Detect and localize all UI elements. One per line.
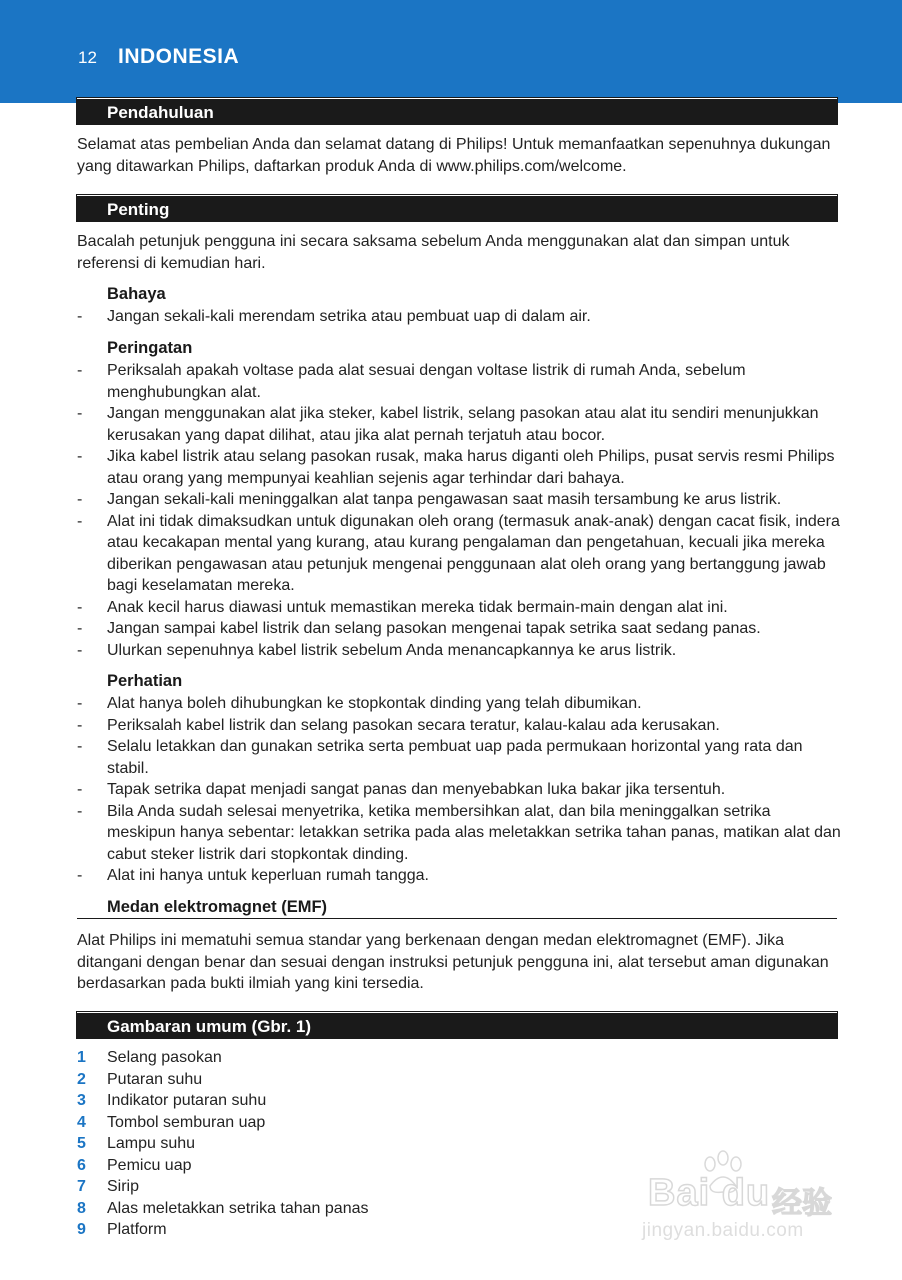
list-item [77, 511, 843, 597]
list-peringatan [77, 360, 843, 661]
list-bullet: - [77, 448, 83, 465]
parts-list [77, 1047, 368, 1241]
list-bullet: - [77, 598, 83, 616]
list-bullet: - [77, 716, 83, 734]
list-item-text: Alat ini tidak dimaksudkan untuk digunakan oleh orang (termasuk anak-anak) dengan cacat fisik, indera atau kecakapan mental yang kurang, atau kurang pengalaman dan pengetahuan, kecuali jika mereka diberikan pengawasan atau petunjuk mengenai penggunaan alat oleh orang yang bertanggung jawab bagi keselamatan mereka. [107, 512, 840, 594]
item-number: 5 [77, 1135, 86, 1152]
watermark-url: jingyan.baidu.com [642, 1220, 804, 1241]
item-number: 4 [77, 1113, 86, 1131]
subheading-emf: Medan elektromagnet (EMF) [107, 898, 328, 916]
list-item [77, 597, 843, 619]
language-title: INDONESIA [118, 45, 240, 68]
list-bullet: - [77, 641, 83, 659]
list-item [77, 489, 843, 511]
item-number: 3 [77, 1092, 86, 1109]
emf-text: Alat Philips ini mematuhi semua standar yang berkenaan dengan medan elektromagnet (EMF). Jika ditangani dengan benar dan sesuai dengan instruksi petunjuk pengguna ini, alat tersebut aman digunakan berdasarkan pada bukti ilmiah yang kini tersedia. [77, 932, 829, 992]
list-item [77, 1133, 368, 1155]
list-item-text: Alat ini hanya untuk keperluan rumah tangga. [107, 867, 429, 884]
list-item-text: Jangan sekali-kali meninggalkan alat tanpa pengawasan saat masih tersambung ke arus listrik. [107, 491, 782, 508]
emf-divider [77, 918, 837, 919]
list-item-text: Periksalah kabel listrik dan selang pasokan secara teratur, kalau-kalau ada kerusakan. [107, 716, 720, 734]
list-item-text: Ulurkan sepenuhnya kabel listrik sebelum Anda menancapkannya ke arus listrik. [107, 641, 677, 659]
list-item [77, 779, 843, 801]
list-bullet: - [77, 695, 83, 712]
list-item-text: Jangan sampai kabel listrik dan selang pasokan mengenai tapak setrika saat sedang panas. [107, 620, 761, 637]
page-number: 12 [78, 48, 97, 67]
list-item [77, 618, 843, 640]
list-bullet: - [77, 405, 83, 422]
list-item [77, 1219, 368, 1241]
item-label: Indikator putaran suhu [107, 1092, 267, 1109]
item-label: Lampu suhu [107, 1135, 196, 1152]
penting-text: Bacalah petunjuk pengguna ini secara saksama sebelum Anda menggunakan alat dan simpan untuk referensi di kemudian hari. [77, 233, 790, 272]
list-item [77, 865, 843, 887]
section-bar-gambaran-umum: Gambaran umum (Gbr. 1) [77, 1012, 837, 1038]
list-bullet: - [77, 491, 83, 508]
list-item-text: Jika kabel listrik atau selang pasokan rusak, maka harus diganti oleh Philips, pusat servis resmi Philips atau orang yang mempunyai keahlian sejenis agar terhindar dari bahaya. [107, 448, 835, 487]
list-item [77, 736, 843, 779]
list-bullet: - [77, 362, 83, 379]
list-item [77, 715, 843, 737]
list-item [77, 306, 843, 328]
list-item [77, 801, 843, 866]
list-item-text: Selalu letakkan dan gunakan setrika serta pembuat uap pada permukaan horizontal yang rata dan stabil. [107, 738, 803, 777]
item-label: Pemicu uap [107, 1156, 192, 1174]
list-item-text: Anak kecil harus diawasi untuk memastikan mereka tidak bermain-main dengan alat ini. [107, 598, 728, 616]
section-bar-penting: Penting [77, 195, 837, 221]
item-number: 7 [77, 1178, 86, 1195]
item-label: Alas meletakkan setrika tahan panas [107, 1199, 369, 1217]
watermark-cn: 经验 [772, 1187, 832, 1220]
list-item-text: Jangan sekali-kali merendam setrika atau pembuat uap di dalam air. [107, 308, 591, 325]
emf-paragraph [77, 930, 837, 995]
item-label: Platform [107, 1221, 167, 1238]
subheading-peringatan: Peringatan [107, 339, 193, 357]
section-bar-pendahuluan: Pendahuluan [77, 98, 837, 124]
list-bullet: - [77, 867, 83, 884]
item-label: Selang pasokan [107, 1049, 222, 1066]
intro-paragraph [77, 134, 837, 177]
list-item-text: Bila Anda sudah selesai menyetrika, ketika membersihkan alat, dan bila meninggalkan setrika meskipun hanya sebentar: letakkan setrika pada alas meletakkan setrika tahan panas, matikan alat dan cabut steker listrik dari stopkontak dinding. [107, 802, 841, 863]
list-item [77, 446, 843, 489]
subheading-bahaya: Bahaya [107, 285, 166, 303]
item-number: 1 [77, 1049, 86, 1066]
list-bullet: - [77, 802, 83, 820]
item-label: Sirip [107, 1178, 140, 1195]
watermark-brand: Bai du [648, 1172, 771, 1214]
list-item [77, 1198, 368, 1220]
list-item-text: Alat hanya boleh dihubungkan ke stopkontak dinding yang telah dibumikan. [107, 695, 642, 712]
list-item [77, 1155, 368, 1177]
list-perhatian [77, 693, 843, 887]
list-item [77, 1176, 368, 1198]
list-item [77, 640, 843, 662]
list-bullet: - [77, 781, 83, 798]
list-item-text: Periksalah apakah voltase pada alat sesuai dengan voltase listrik di rumah Anda, sebelum menghubungkan alat. [107, 362, 746, 401]
list-item [77, 360, 843, 403]
list-item-text: Jangan menggunakan alat jika steker, kabel listrik, selang pasokan atau alat itu sendiri menunjukkan kerusakan yang dapat dilihat, atau jika alat pernah terjatuh atau bocor. [107, 405, 819, 444]
list-item [77, 1090, 368, 1112]
baidu-watermark [640, 1150, 870, 1250]
list-item [77, 1112, 368, 1134]
item-number: 8 [77, 1199, 86, 1217]
penting-paragraph [77, 231, 837, 274]
list-item [77, 693, 843, 715]
item-number: 2 [77, 1070, 86, 1088]
item-number: 9 [77, 1221, 86, 1238]
list-bullet: - [77, 308, 83, 325]
list-item [77, 1069, 368, 1091]
list-bullet: - [77, 738, 83, 755]
list-bahaya [77, 306, 843, 328]
item-label: Putaran suhu [107, 1070, 203, 1088]
list-bullet: - [77, 620, 83, 637]
subheading-perhatian: Perhatian [107, 672, 183, 690]
item-label: Tombol semburan uap [107, 1113, 266, 1131]
list-item [77, 1047, 368, 1069]
intro-text: Selamat atas pembelian Anda dan selamat datang di Philips! Untuk memanfaatkan sepenuhnya dukungan yang ditawarkan Philips, daftarkan produk Anda di www.philips.com/welcome. [77, 136, 831, 175]
item-number: 6 [77, 1156, 86, 1174]
list-item-text: Tapak setrika dapat menjadi sangat panas dan menyebabkan luka bakar jika tersentuh. [107, 781, 726, 798]
list-bullet: - [77, 512, 83, 530]
list-item [77, 403, 843, 446]
